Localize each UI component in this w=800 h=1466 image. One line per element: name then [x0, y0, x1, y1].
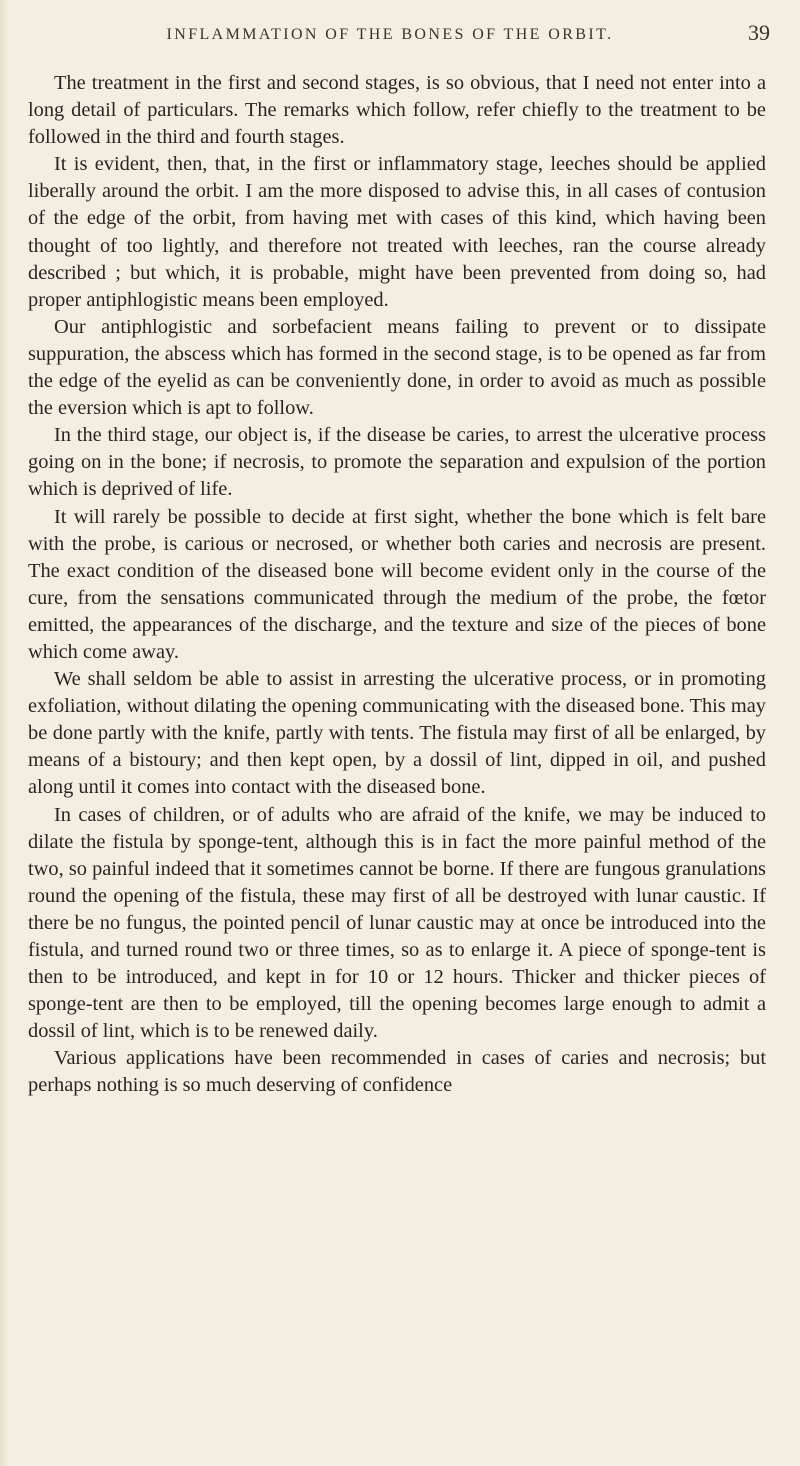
paragraph-7: In cases of children, or of adults who are afraid of the knife, we may be induced to dilate the fistula by sponge-tent, although this is in fact the more painful method of the two, so painful indeed that it sometimes cannot be borne. If there are fungous granulations round the opening of the fistula, these may first of all be destroyed with lunar caustic. If there be no fungus, the pointed pencil of lunar caustic may at once be introduced into the fistula, and turned round two or three times, so as to enlarge it. A piece of sponge-tent is then to be introduced, and kept in for 10 or 12 hours. Thicker and thicker pieces of sponge-tent are then to be employed, till the opening becomes large enough to admit a dossil of lint, which is to be renewed daily. [28, 803, 766, 1043]
paragraph-4: In the third stage, our object is, if the disease be caries, to arrest the ulcerative process going on in the bone; if necrosis, to promote the separation and expulsion of the portion which is deprived of life. [28, 424, 766, 501]
paragraph-5: It will rarely be possible to decide at first sight, whether the bone which is felt bare with the probe, is carious or necrosed, or whether both caries and necrosis are present. The exact condition of the diseased bone will become evident only in the course of the cure, from the sensations communicated through the medium of the probe, the fœtor emitted, the appearances of the discharge, and the texture and size of the pieces of bone which come away. [28, 505, 766, 663]
paragraph-3: Our antiphlogistic and sorbefacient means failing to prevent or to dissipate suppuration, the abscess which has formed in the second stage, is to be opened as far from the edge of the eyelid as can be conveniently done, in order to avoid as much as possible the eversion which is apt to follow. [28, 315, 766, 420]
running-head: INFLAMMATION OF THE BONES OF THE ORBIT. [166, 26, 614, 43]
paragraph-1: The treatment in the first and second stages, is so obvious, that I need not enter into a long detail of particulars. The remarks which follow, refer chiefly to the treatment to be followed in the third and fourth stages. [28, 72, 766, 149]
page-gutter-edge [0, 0, 8, 1466]
paragraph-6: We shall seldom be able to assist in arresting the ulcerative process, or in promoting exfoliation, without dilating the opening communicating with the diseased bone. This may be done partly with the knife, partly with tents. The fistula may first of all be enlarged, by means of a bistoury; and then kept open, by a dossil of lint, dipped in oil, and pushed along until it comes into contact with the diseased bone. [28, 668, 766, 799]
page-number: 39 [748, 20, 770, 45]
body-text [28, 70, 766, 1100]
paragraph-2: It is evident, then, that, in the first or inflammatory stage, leeches should be applied liberally around the orbit. I am the more disposed to advise this, in all cases of contusion of the edge of the orbit, from having met with cases of this kind, which having been thought of too lightly, and therefore not treated with leeches, ran the course already described ; but which, it is probable, might have been prevented from doing so, had proper antiphlogistic means been employed. [28, 153, 766, 311]
paragraph-8: Various applications have been recommended in cases of caries and necrosis; but perhaps nothing is so much deserving of confidence [28, 1047, 766, 1097]
